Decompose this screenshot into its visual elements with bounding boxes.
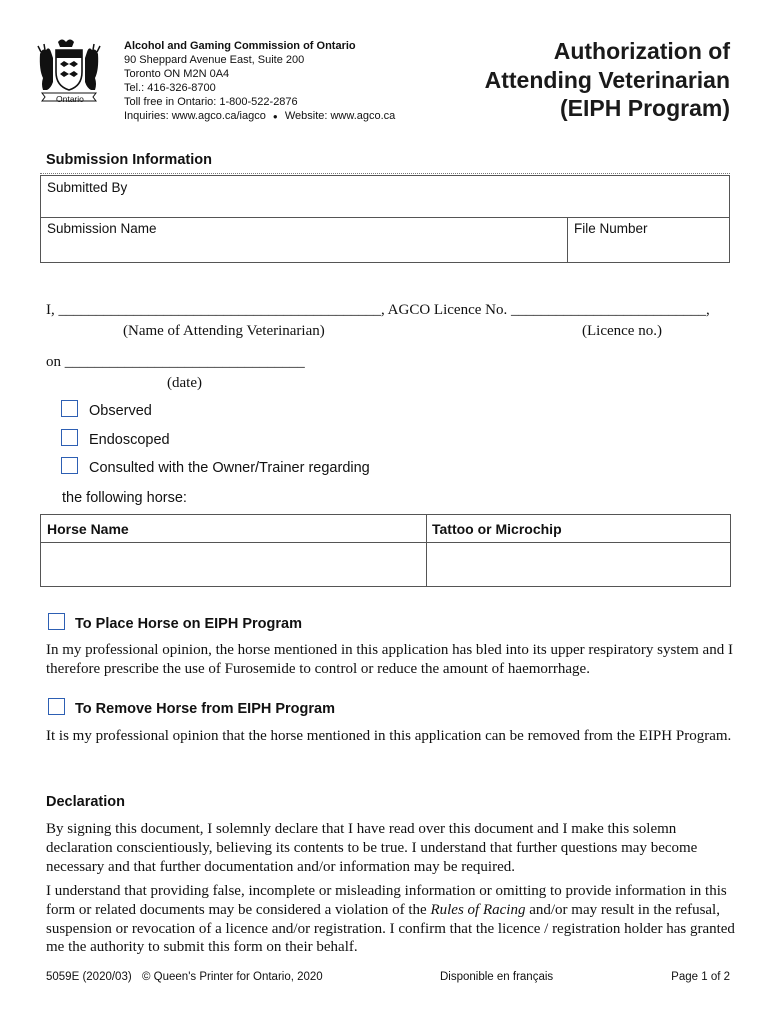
place-on-program-checkbox[interactable] [48, 613, 65, 630]
ontario-coat-of-arms-logo [34, 36, 104, 108]
observed-checkbox[interactable] [61, 400, 78, 417]
table-divider [567, 217, 568, 263]
observed-label: Observed [89, 403, 152, 419]
submitted-by-field[interactable] [41, 176, 729, 218]
remove-from-program-label: To Remove Horse from EIPH Program [75, 701, 335, 717]
horse-name-input[interactable] [41, 542, 426, 587]
date-caption: (date) [167, 375, 202, 391]
copyright: © Queen's Printer for Ontario, 2020 [142, 971, 323, 983]
page-number: Page 1 of 2 [671, 971, 730, 983]
following-horse-text: the following horse: [62, 490, 187, 506]
licence-no-caption: (Licence no.) [582, 323, 662, 339]
place-on-program-label: To Place Horse on EIPH Program [75, 616, 302, 632]
submission-table [40, 175, 730, 263]
horse-name-header: Horse Name [47, 521, 129, 537]
consulted-label: Consulted with the Owner/Trainer regarding [89, 460, 370, 476]
remove-from-program-text: It is my professional opinion that the horse mentioned in this application can be removed from the EIPH Program. [46, 728, 732, 744]
declaration-paragraph-1: By signing this document, I solemnly declare that I have read over this document and I make this solemn declaration conscientiously, believing its contents to be true. I understand that further questions may become necessary and that further documentation and/or information may be required. [46, 821, 698, 875]
rules-of-racing: Rules of Racing [430, 901, 526, 918]
address-line-2: Toronto ON M2N 0A4 [124, 68, 230, 80]
form-title [485, 37, 730, 123]
declaration-text-after: and/or may result in the refusal, suspension or revocation of a licence and/or registration. I confirm that the licence / registration holder has granted me the authority to submit this form on their behalf. [46, 901, 735, 956]
tattoo-microchip-header: Tattoo or Microchip [432, 521, 562, 537]
place-on-program-text: In my professional opinion, the horse mentioned in this application has bled into its upper respiratory system and I therefore prescribe the use of Furosemide to control or reduce the amount of haemorrhage. [46, 642, 733, 677]
tattoo-microchip-input[interactable] [427, 542, 730, 587]
horse-table [40, 514, 731, 587]
remove-from-program-checkbox[interactable] [48, 698, 65, 715]
endoscoped-label: Endoscoped [89, 432, 170, 448]
submitted-by-label: Submitted By [47, 180, 128, 195]
french-available[interactable]: Disponible en français [440, 971, 554, 983]
file-number-label: File Number [574, 221, 648, 236]
toll-free-number: Toll free in Ontario: 1-800-522-2876 [124, 96, 298, 108]
horse-table-header [41, 515, 730, 543]
address-line-1: 90 Sheppard Avenue East, Suite 200 [124, 54, 305, 66]
organization-name: Alcohol and Gaming Commission of Ontario [124, 40, 356, 52]
submission-info-heading: Submission Information [46, 152, 212, 168]
title-line-3: (EIPH Program) [560, 95, 730, 121]
declaration-paragraph-2 [46, 882, 736, 957]
veterinarian-licence-line[interactable]: I, ___________________________________________, AGCO Licence No. __________________________, [46, 302, 710, 318]
submission-name-label: Submission Name [47, 221, 157, 236]
inquiries-website-line [124, 109, 395, 124]
form-number: 5059E (2020/03) [46, 971, 132, 983]
endoscoped-checkbox[interactable] [61, 429, 78, 446]
inquiries-link[interactable]: Inquiries: www.agco.ca/iagco [124, 110, 266, 122]
organization-contact-block [124, 39, 395, 124]
title-line-2: Attending Veterinarian [484, 66, 730, 93]
declaration-heading: Declaration [46, 794, 125, 810]
bullet-separator: ● [272, 112, 278, 121]
telephone: Tel.: 416-326-8700 [124, 82, 216, 94]
heading-divider [40, 173, 730, 174]
title-line-1: Authorization of [553, 38, 730, 64]
consulted-checkbox[interactable] [61, 457, 78, 474]
vet-name-caption: (Name of Attending Veterinarian) [123, 323, 325, 339]
logo-caption: Ontario [56, 94, 84, 104]
declaration-text-before: I understand that providing false, incomplete or misleading information or omitting to provide information in this form or related documents may be considered a violation of the [46, 883, 727, 918]
date-line[interactable]: on ________________________________ [46, 354, 305, 370]
website-link[interactable]: Website: www.agco.ca [284, 110, 396, 122]
